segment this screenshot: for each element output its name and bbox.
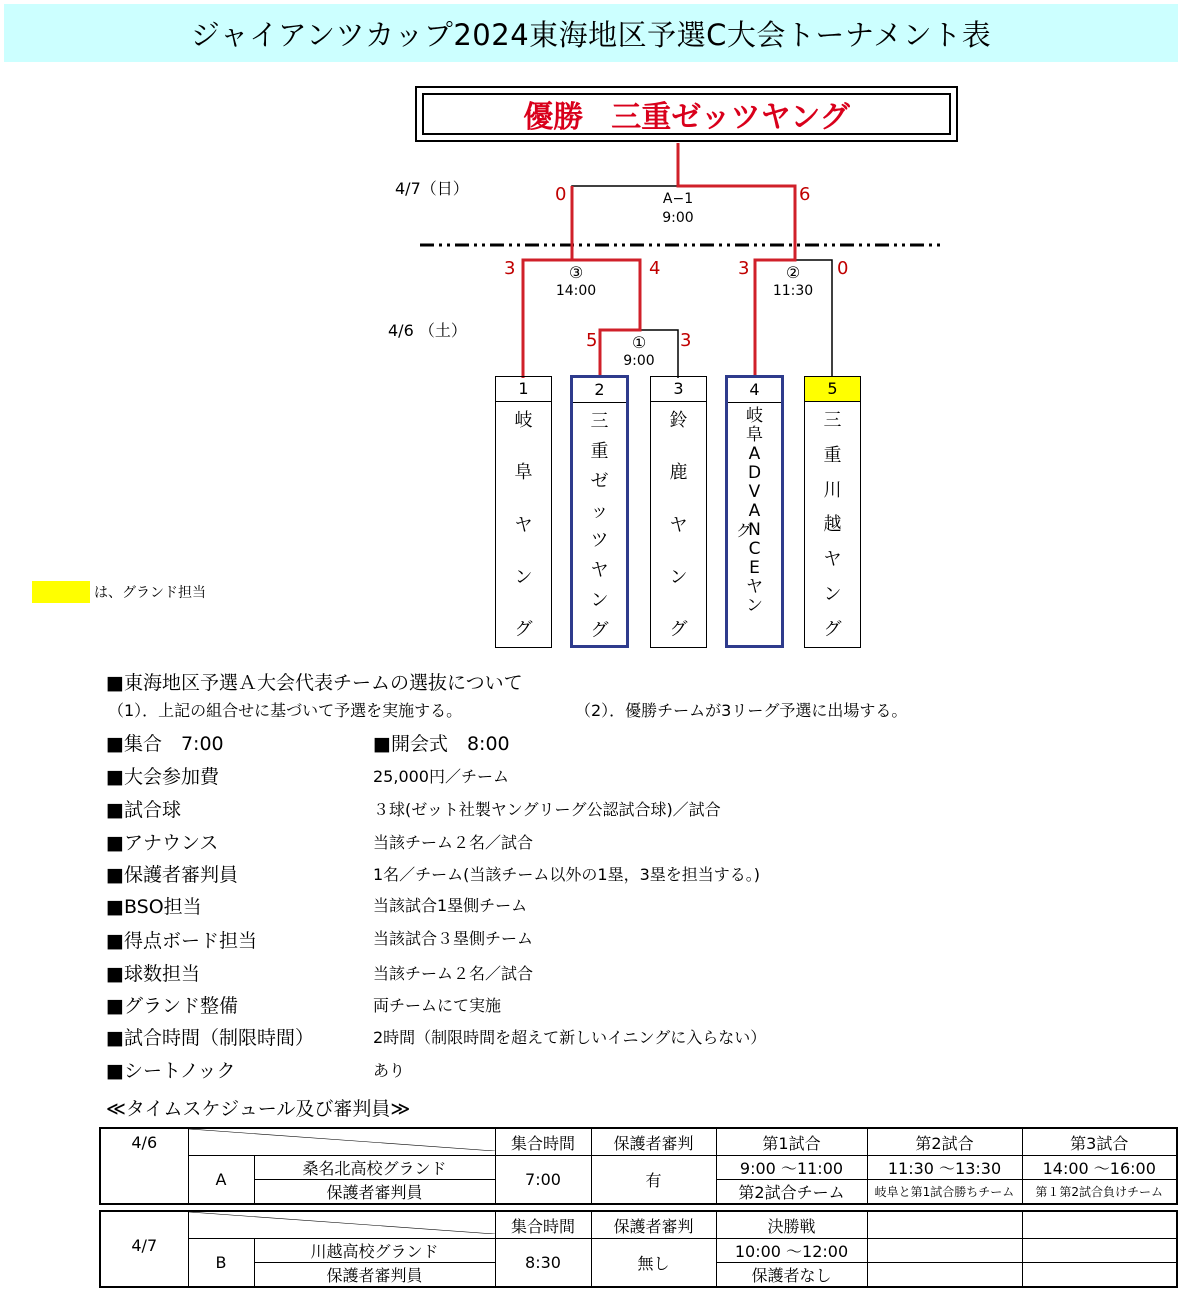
score-g1-left: 5 xyxy=(586,330,598,351)
game-final-time: 9:00 xyxy=(662,210,694,226)
score-g3-left: 3 xyxy=(504,258,516,279)
day1-g1-time: 9:00 〜11:00 xyxy=(716,1156,867,1180)
info-value: ３球(ゼット社製ヤングリーグ公認試合球)／試合 xyxy=(373,800,721,819)
day2-final-time: 10:00 〜12:00 xyxy=(716,1239,867,1263)
empty-cell xyxy=(1022,1263,1177,1288)
hdr-ump: 保護者審判 xyxy=(591,1211,716,1239)
team-name: 岐 阜 ヤ ン グ xyxy=(514,410,533,640)
day2-gather: 8:30 xyxy=(495,1239,591,1288)
hdr-final: 決勝戦 xyxy=(716,1211,867,1239)
score-final-right: 6 xyxy=(799,184,811,205)
info-label: ■グランド整備 xyxy=(106,995,238,1017)
info-value: 1名／チーム(当該チーム以外の1塁，3塁を担当する。) xyxy=(373,865,761,884)
team-name-overflow: グ xyxy=(736,521,753,540)
info-value: 25,000円／チーム xyxy=(373,767,509,786)
info-value: 2時間（制限時間を超えて新しいイニングに入らない） xyxy=(373,1028,767,1047)
empty-cell xyxy=(1022,1239,1177,1263)
info-label: ■アナウンス xyxy=(106,832,219,854)
empty-cell xyxy=(867,1211,1022,1239)
hdr-game1: 第1試合 xyxy=(716,1128,867,1156)
empty-cell xyxy=(867,1239,1022,1263)
schedule-table-day1 xyxy=(99,1127,1178,1205)
schedule-table-day2 xyxy=(99,1210,1178,1288)
day2-ump: 無し xyxy=(591,1239,716,1288)
legend-swatch xyxy=(32,581,90,603)
score-g1-right: 3 xyxy=(680,330,692,351)
team-number: 2 xyxy=(573,378,626,403)
team-box-1 xyxy=(495,376,552,648)
game-final-id: A−1 xyxy=(662,191,694,207)
info-label: ■BSO担当 xyxy=(106,896,202,918)
info-label: ■保護者審判員 xyxy=(106,864,238,886)
legend-text: は、グランド担当 xyxy=(94,585,206,601)
info-label: ■シートノック xyxy=(106,1060,236,1082)
game-g3-time: 14:00 xyxy=(555,283,597,299)
team-box-3 xyxy=(650,376,707,648)
info-label: ■球数担当 xyxy=(106,963,200,985)
date-final: 4/7（日） xyxy=(395,179,469,198)
hdr-ump: 保護者審判 xyxy=(591,1128,716,1156)
day1-g1-ump: 第2試合チーム xyxy=(716,1180,867,1205)
hdr-gather: 集合時間 xyxy=(495,1211,591,1239)
diagonal-cell xyxy=(188,1128,495,1156)
team-name: 岐 阜 A D V A N C E ヤ ン xyxy=(746,406,763,616)
info-label: ■集合 7:00 xyxy=(106,733,224,755)
score-g2-right: 0 xyxy=(837,258,849,279)
info-note-2: （2）．優勝チームが3リーグ予選に出場する。 xyxy=(575,701,908,720)
page-title: ジャイアンツカップ2024東海地区予選C大会トーナメント表 xyxy=(4,4,1178,62)
day2-final-ump: 保護者なし xyxy=(716,1263,867,1288)
day1-ump: 有 xyxy=(591,1156,716,1205)
empty-cell xyxy=(1022,1211,1177,1239)
champion-label: 優勝 xyxy=(523,100,584,135)
schedule-heading: ≪タイムスケジュール及び審判員≫ xyxy=(106,1098,411,1120)
score-g3-right: 4 xyxy=(649,258,661,279)
day1-g3-time: 14:00 〜16:00 xyxy=(1022,1156,1177,1180)
day1-ground: 桑名北高校グランド xyxy=(254,1156,495,1180)
game-g2-time: 11:30 xyxy=(772,283,814,299)
day1-ump-row: 保護者審判員 xyxy=(254,1180,495,1205)
info-value: 当該チーム２名／試合 xyxy=(373,964,534,983)
game-g3-id: ③ xyxy=(568,263,584,282)
info-value: 当該チーム２名／試合 xyxy=(373,833,534,852)
info-label: ■試合時間（制限時間） xyxy=(106,1027,314,1049)
day2-group: B xyxy=(188,1239,254,1288)
game-g1-id: ① xyxy=(631,333,647,352)
day2-ground: 川越高校グランド xyxy=(254,1239,495,1263)
info-note-1: （1）．上記の組合せに基づいて予選を実施する。 xyxy=(108,701,463,720)
info-label: ■大会参加費 xyxy=(106,766,219,788)
hdr-game2: 第2試合 xyxy=(867,1128,1022,1156)
team-number: 3 xyxy=(651,377,706,402)
score-g2-left: 3 xyxy=(738,258,750,279)
champion-team: 三重ゼッツヤング xyxy=(611,100,850,135)
team-number: 4 xyxy=(728,378,781,403)
day2-ump-row: 保護者審判員 xyxy=(254,1263,495,1288)
day1-g3-ump: 第１第2試合負けチーム xyxy=(1022,1180,1177,1205)
day1-g2-time: 11:30 〜13:30 xyxy=(867,1156,1022,1180)
score-final-left: 0 xyxy=(555,184,567,205)
info-value: 当該試合1塁側チーム xyxy=(373,896,528,915)
game-g2-id: ② xyxy=(785,263,801,282)
day1-g2-ump: 岐阜と第1試合勝ちチーム xyxy=(867,1180,1022,1205)
day2-date: 4/7 xyxy=(100,1211,188,1287)
team-name: 三 重 ゼ ッ ツ ヤ ン グ xyxy=(590,411,609,641)
team-box-2 xyxy=(570,375,629,648)
info-heading: ■東海地区予選Ａ大会代表チームの選抜について xyxy=(106,672,523,694)
empty-cell xyxy=(867,1263,1022,1288)
info-value: あり xyxy=(373,1061,406,1080)
game-g1-time: 9:00 xyxy=(623,353,655,369)
day1-gather: 7:00 xyxy=(495,1156,591,1205)
day1-date: 4/6 xyxy=(100,1128,188,1204)
team-number: 5 xyxy=(805,377,860,402)
team-number: 1 xyxy=(496,377,551,402)
hdr-gather: 集合時間 xyxy=(495,1128,591,1156)
team-box-4 xyxy=(725,375,784,648)
hdr-game3: 第3試合 xyxy=(1022,1128,1177,1156)
team-name: 鈴 鹿 ヤ ン グ xyxy=(669,410,688,640)
team-name: 三 重 川 越 ヤ ン グ xyxy=(823,410,842,640)
day1-group: A xyxy=(188,1156,254,1205)
diagonal-cell xyxy=(188,1211,495,1239)
info-label: ■試合球 xyxy=(106,799,181,821)
info-value: 両チームにて実施 xyxy=(373,996,502,1015)
info-label: ■得点ボード担当 xyxy=(106,930,257,952)
info-value: 当該試合３塁側チーム xyxy=(373,929,534,948)
team-box-5 xyxy=(804,376,861,648)
info-value: ■開会式 8:00 xyxy=(373,733,510,755)
date-first: 4/6 （土） xyxy=(388,321,467,340)
